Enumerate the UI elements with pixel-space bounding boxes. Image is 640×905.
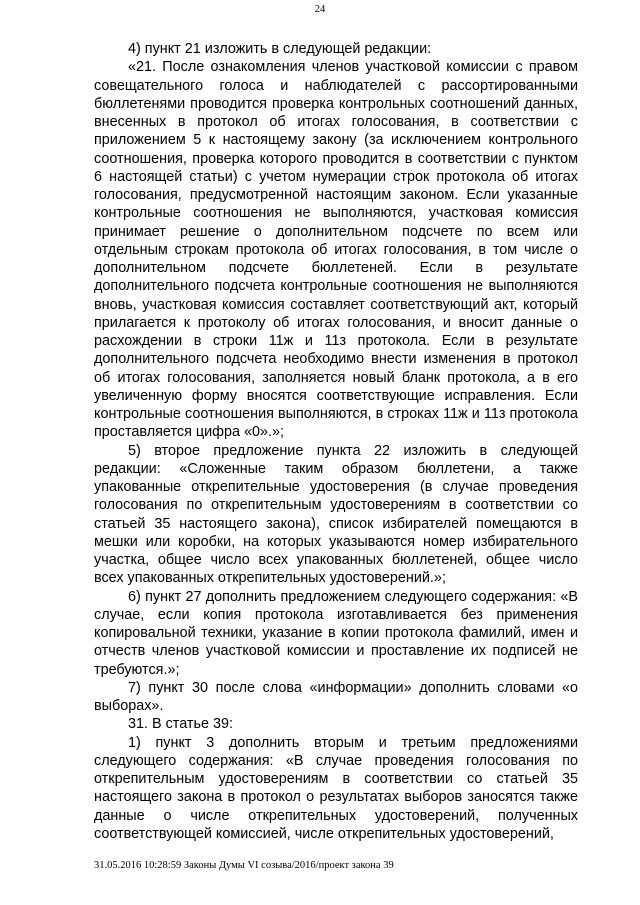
footer-path: 31.05.2016 10:28:59 Законы Думы VI созыва/2016/проект закона 39 — [94, 860, 394, 871]
document-body — [94, 40, 578, 843]
paragraph-item-1: 1) пункт 3 дополнить вторым и третьим предложениями следующего содержания: «В случае проведения голосования по открепительным удостоверениям в соответствии со статьей 35 настоящего закона в протокол о результатах выборов заносятся также данные о числе открепительных удостоверений, полученных соответствующей комиссией, числе открепительных удостоверений, — [94, 734, 578, 842]
paragraph-item-7: 7) пункт 30 после слова «информации» дополнить словами «о выборах». — [94, 679, 578, 714]
paragraph-section-31: 31. В статье 39: — [128, 716, 234, 733]
paragraph-article-21-text: «21. После ознакомления членов участковой комиссии с правом совещательного голоса и наблюдателей с рассортированными бюллетенями проводится проверка контрольных соотношений данных, внесенных в протокол об итогах голосования, в соответствии с приложением 5 к настоящему закону (за исключением контрольного соотношения, проверка которого проводится в соответствии с пунктом 6 настоящей статьи) с учетом нумерации строк протокола об итогах голосования, предусмотренной настоящим законом. Если указанные контрольные соотношения не выполняются, участковая комиссия принимает решение о дополнительном подсчете по всем или отдельным строкам протокола об итогах голосования, в том числе о дополнительном подсчете бюллетеней. Если в результате дополнительного подсчета контрольные соотношения не выполняются вновь, участковая комиссия составляет соответствующий акт, который прилагается к протоколу об итогах голосования, и вносит данные о расхождении в строки 11ж и 11з протокола. Если в результате дополнительного подсчета необходимо внести изменения в протокол об итогах голосования, заполняется новый бланк протокола, а в его увеличенную форму вносятся соответствующие исправления. Если контрольные соотношения выполняются, в строках 11ж и 11з протокола проставляется цифра «0».»; — [94, 59, 578, 441]
paragraph-item-4: 4) пункт 21 изложить в следующей редакции: — [128, 41, 432, 57]
page-number: 24 — [314, 4, 326, 15]
paragraph-item-5: 5) второе предложение пункта 22 изложить в следующей редакции: «Сложенные таким образом бюллетени, а также упакованные открепительные удостоверения (в случае проведения голосования по открепительным удостоверениям в соответствии со статьей 35 настоящего закона), список избирателей помещаются в мешки или коробки, на которых указываются номер избирательного участка, общее число всех упакованных бюллетеней, общее число всех упакованных открепительных удостоверений.»; — [94, 442, 578, 587]
paragraph-item-6: 6) пункт 27 дополнить предложением следующего содержания: «В случае, если копия протокола изготавливается без применения копировальной техники, указание в копии протокола фамилий, имен и отчеств членов участковой комиссии и проставление их подписей не требуются.»; — [94, 588, 578, 678]
